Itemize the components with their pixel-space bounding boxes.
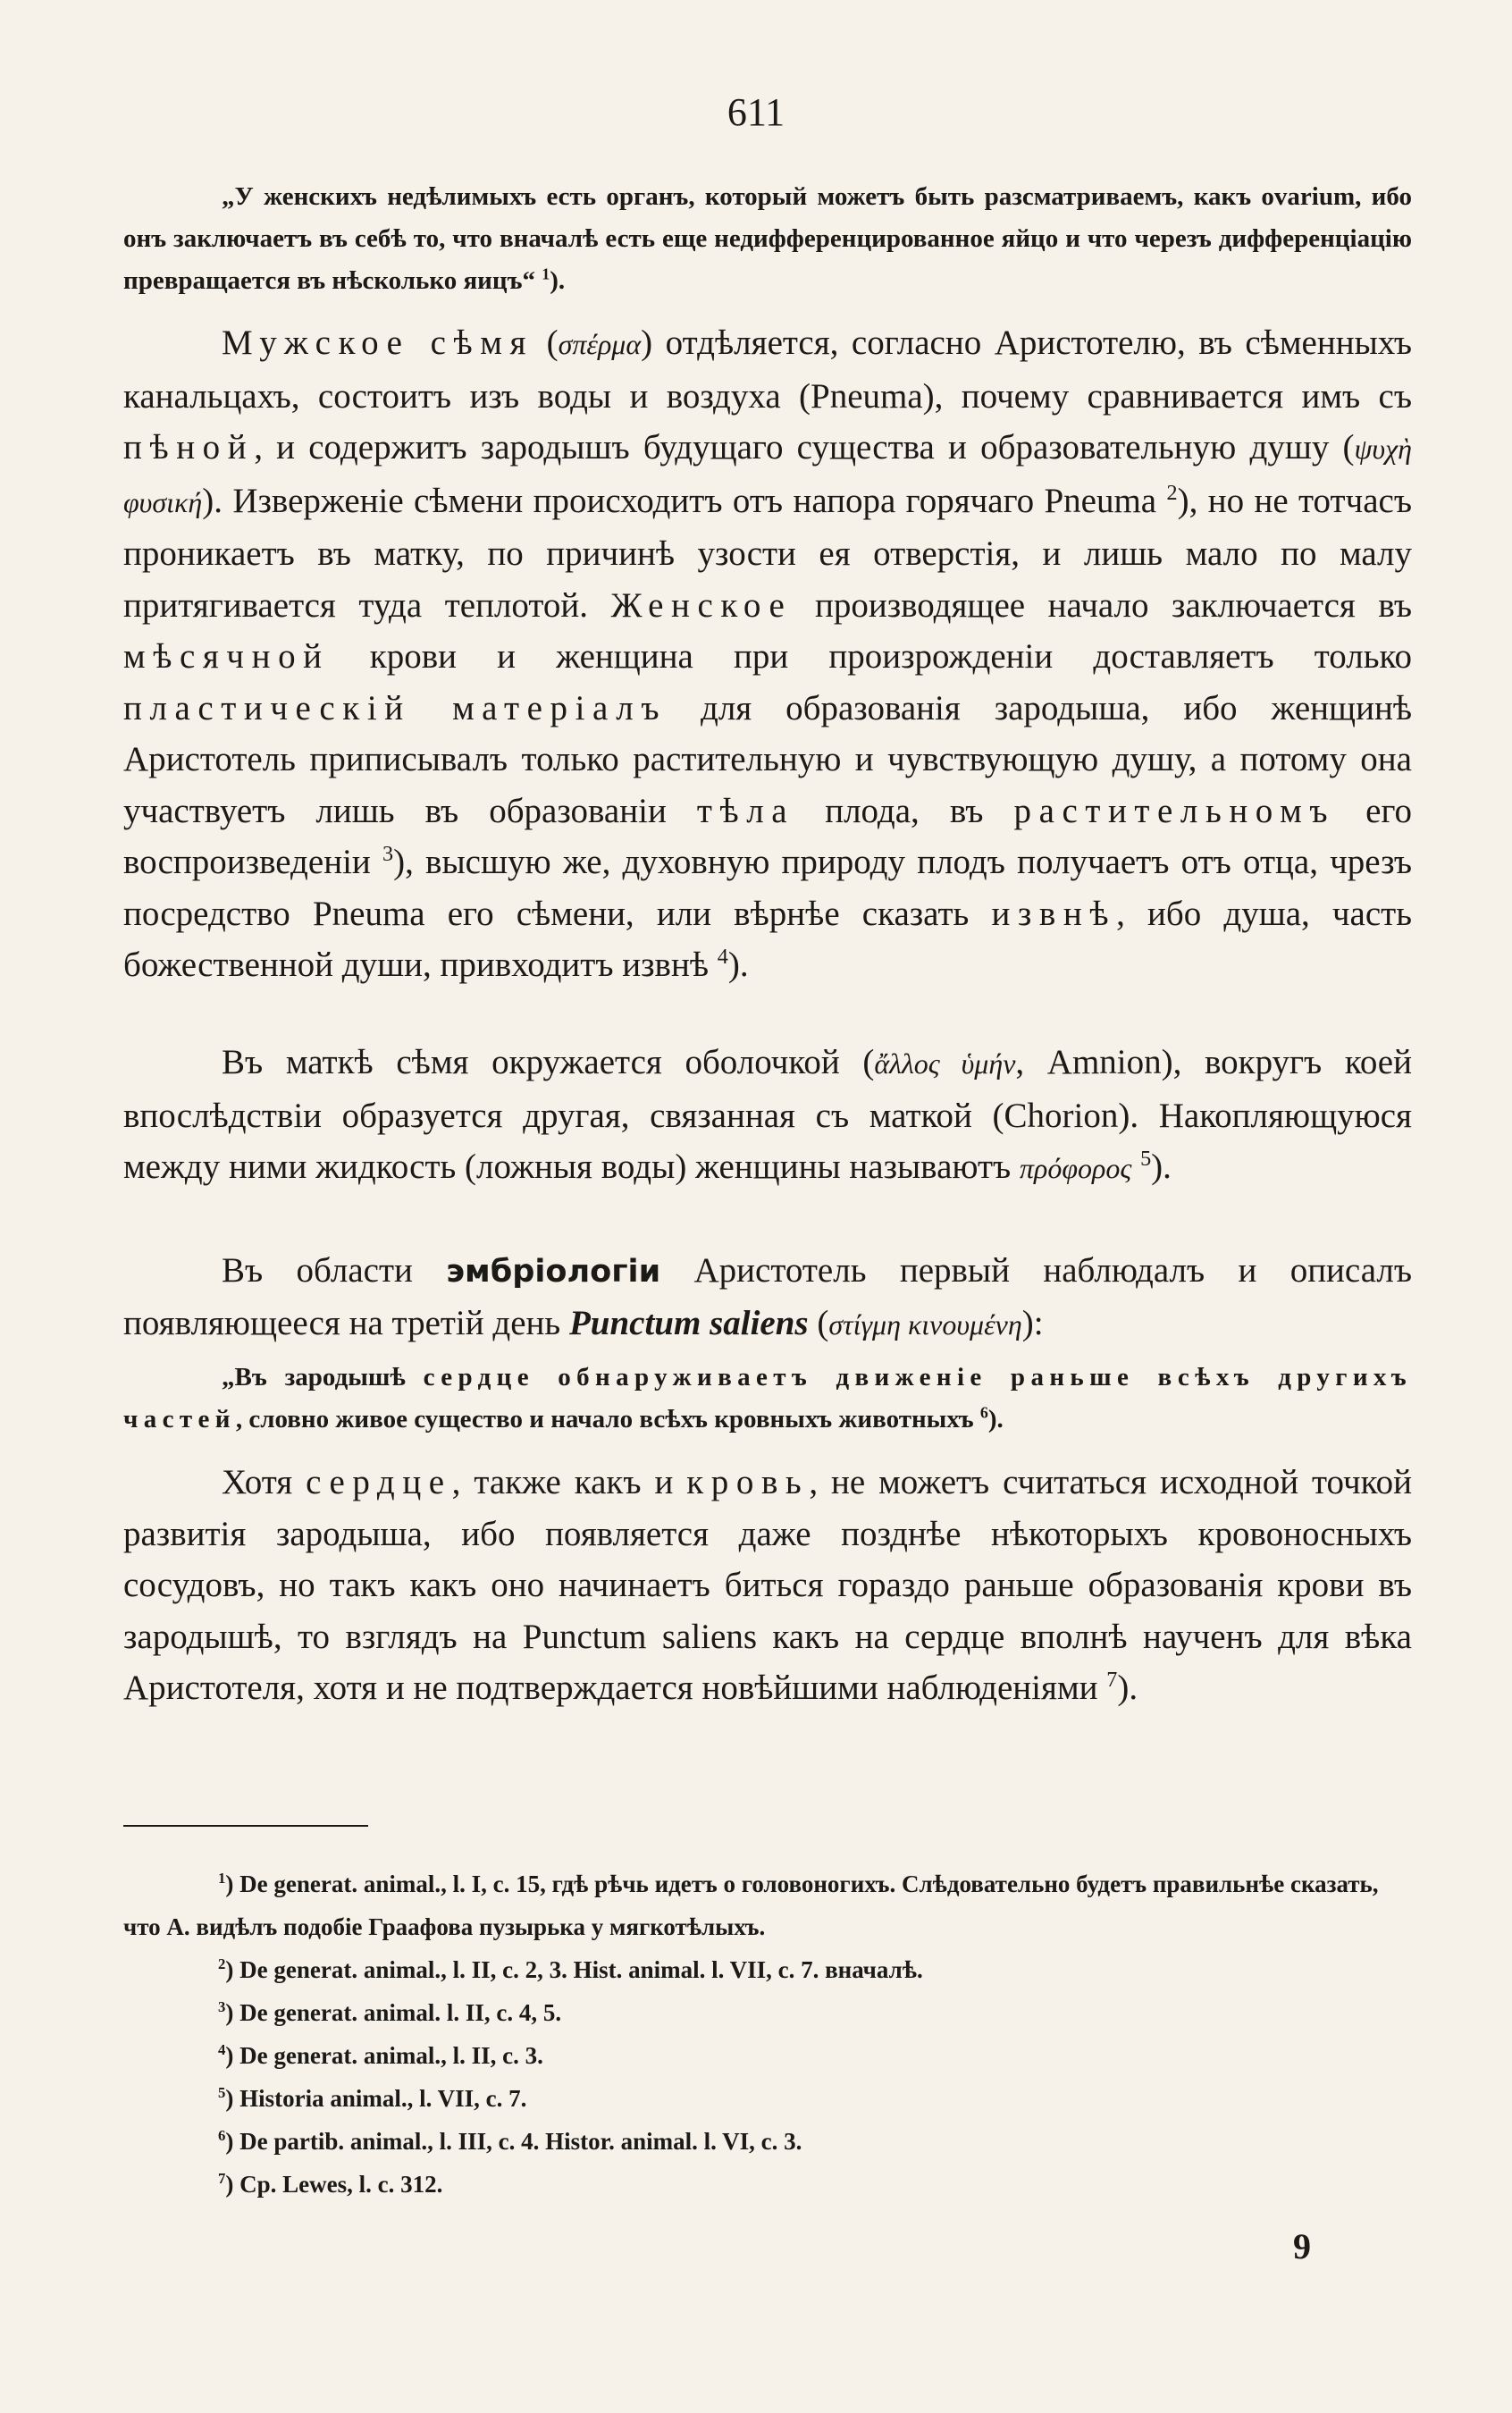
footnote-ref: 3: [382, 842, 394, 866]
text: ).: [1151, 1148, 1172, 1186]
text: ):: [1021, 1303, 1044, 1342]
paragraph-amnion: [123, 1037, 1412, 1195]
greek-term: πρόφορος: [1019, 1153, 1132, 1184]
term-female: Женское: [610, 585, 793, 625]
text: , не можетъ считаться исходной точкой развитія зародыша, ибо появляется даже позднѣе нѣкоторыхъ кровоносныхъ сосудовъ, но такъ какъ оно начинаетъ биться гораздо раньше образованія крови въ зародышѣ, то взглядъ на Punctum saliens какъ на сердце вполнѣ наученъ для вѣка Аристотеля, хотя и не подтверждается новѣйшими наблюденіями: [123, 1463, 1412, 1707]
footnote-text: De generat. animal., l. II, c. 2, 3. Hist. animal. l. VII, c. 7. вначалѣ.: [239, 1956, 923, 1983]
footnote-text: De generat. animal., l. II, c. 3.: [239, 2042, 543, 2069]
footnote-number: 5: [218, 2084, 226, 2101]
text: отдѣляется, согласно Аристотелю, въ сѣменныхъ канальцахъ, состоитъ изъ воды и воздуха (Pneuma), почему сравнивается имъ съ: [123, 324, 1412, 416]
term-menstrual: мѣсячной: [123, 637, 330, 676]
paragraph-embryology: [123, 1245, 1412, 1350]
footnote-number: 3: [218, 1998, 226, 2015]
text: , и содержитъ зародышъ будущаго существа и образовательную душу (: [254, 428, 1355, 467]
text: , Amnion), вокругъ коей впослѣдствіи образуется другая, связанная съ маткой (Chorion). Накопляющуюся между ними жидкость (ложныя воды) женщины называютъ: [123, 1043, 1412, 1186]
footnote-ref: 4: [717, 945, 728, 969]
footnote-number: 6: [218, 2127, 226, 2144]
greek-term: σπέρμα: [558, 329, 642, 360]
page-number: 611: [727, 90, 785, 134]
term-vegetative: растительномъ: [1013, 791, 1336, 830]
text: ), высшую же, духовную природу плодъ получаетъ отъ отца, чрезъ посредство Pneuma его сѣмени, или вѣрнѣе сказать: [123, 843, 1412, 933]
text: ).: [727, 946, 749, 984]
term-punctum-saliens: Punctum saliens: [568, 1303, 809, 1342]
signature-mark: 9: [1293, 2226, 1311, 2266]
footnote-text: Cp. Lewes, l. c. 312.: [239, 2171, 443, 2198]
text: „Въ зародышѣ: [222, 1363, 424, 1391]
text: Въ области: [222, 1251, 447, 1290]
text: Въ маткѣ сѣмя окружается оболочкой (: [222, 1043, 875, 1081]
term-heart: сердце: [306, 1463, 452, 1501]
paragraph-male-seed: Мужское сѣмя (σπέρμα) отдѣляется, согласно Аристотелю, въ сѣменныхъ канальцахъ, состоитъ изъ воды и воздуха (Pneuma), почему сравнивается имъ съ пѣной, и содержитъ зародышъ будущаго существа и образовательную душу (ψυχὴ φυσική). Изверженіе сѣмени происходитъ отъ напора горячаго Pneuma $^2$), но не тотчасъ проникаетъ въ матку, по причинѣ узости ея отверстія, и лишь мало по малу притягивается туда теплотой. Женское производящее начало заключается въ мѣсячной крови и женщина при произрожденіи доставляетъ только пластическій матеріалъ для образованія зародыша, ибо женщинѣ Аристотель приписывалъ только растительную и чувствующую душу, а потому она участвуетъ лишь въ образованіи тѣла плода, въ растительномъ его воспроизведеніи $^3$), высшую же, духовную природу плодъ получаетъ отъ отца, чрезъ посредство Pneuma его сѣмени, или вѣрнѣе сказать извнѣ, ибо душа, часть божественной души, привходитъ извнѣ $^4$).: [123, 324, 1413, 984]
term-embryology: эмбріологіи: [446, 1253, 661, 1290]
text: ).: [987, 1405, 1004, 1434]
footnote-ref: 1: [542, 265, 550, 283]
footnote-ref: 6: [979, 1403, 988, 1422]
footnote-text: De generat. animal. l. II, c. 4, 5.: [239, 1999, 562, 2026]
footnote-text: Historia animal., l. VII, c. 7.: [239, 2085, 527, 2112]
text: для образованія зародыша, ибо женщинѣ Аристотель приписывалъ только растительную и чувствующую душу, а потому она участвуетъ лишь въ образованіи: [123, 688, 1413, 830]
text: крови и женщина при произрожденіи доставляетъ только: [329, 637, 1412, 676]
term-plastic-material: пластическій матеріалъ: [123, 688, 668, 727]
term-from-outside: извнѣ: [991, 894, 1117, 933]
footnote-5: $^5$) Historia animal., l. VII, c. 7.: [218, 2084, 527, 2112]
footnote-ref: 7: [1106, 1668, 1118, 1692]
quote-close: ).: [550, 266, 566, 295]
text: , словно живое существо и начало всѣхъ кровныхъ животныхъ: [235, 1405, 980, 1434]
text: Аристотель первый наблюдалъ и описалъ появляющееся на третій день: [123, 1251, 1412, 1342]
text: (: [808, 1303, 829, 1342]
greek-term: ψυχὴ φυσική: [123, 433, 1412, 518]
footnote-number: 7: [218, 2170, 226, 2187]
term-male-seed: Мужское сѣмя: [222, 324, 534, 362]
footnote-4: $^4$) De generat. animal., l. II, c. 3.: [218, 2041, 543, 2069]
term-body: тѣла: [696, 791, 795, 830]
text: Хотя: [222, 1463, 307, 1501]
footnote-ref: 5: [1140, 1147, 1152, 1171]
footnote-1: $^1$) De generat. animal., l. I, c. 15, гдѣ рѣчь идетъ о головоногихъ. Слѣдовательно будетъ правильнѣе сказать, что А. видѣлъ подобіе Граафова пузырька у мягкотѣлыхъ.: [123, 1870, 1379, 1940]
footnote-divider: [123, 1825, 368, 1827]
quote-text: „У женскихъ недѣлимыхъ есть органъ, который можетъ быть разсматриваемъ, какъ ovarium, ибо онъ заключаетъ въ себѣ то, что вначалѣ есть еще недифференцированное яйцо и что черезъ дифференціацію превращается въ нѣсколько яицъ“: [123, 182, 1412, 295]
term-blood: кровь: [686, 1463, 810, 1501]
footnote-text: De generat. animal., l. I, c. 15, гдѣ рѣчь идетъ о головоногихъ. Слѣдовательно будетъ правильнѣе сказать, что А. видѣлъ подобіе Граафова пузырька у мягкотѣлыхъ.: [123, 1871, 1379, 1940]
quote-heart: [123, 1357, 1412, 1441]
paragraph-heart: [123, 1457, 1412, 1714]
footnote-number: 4: [218, 2041, 226, 2058]
footnote-7: $^7$) Cp. Lewes, l. c. 312.: [218, 2170, 443, 2198]
footnote-6: $^6$) De partib. animal., l. III, c. 4. Histor. animal. l. VI, c. 3.: [218, 2127, 802, 2155]
text: ).: [1117, 1669, 1138, 1707]
text: его воспроизведеніи: [123, 791, 1413, 881]
footnote-3: $^3$) De generat. animal. l. II, c. 4, 5.: [218, 1998, 562, 2026]
text: плода, въ: [794, 791, 1014, 830]
text: , ибо душа, часть божественной души, привходитъ извнѣ: [123, 894, 1413, 984]
footnote-2: $^2$) De generat. animal., l. II, c. 2, 3. Hist. animal. l. VII, c. 7. вначалѣ.: [218, 1955, 923, 1983]
footnote-text: De partib. animal., l. III, c. 4. Histor. animal. l. VI, c. 3.: [239, 2128, 802, 2155]
greek-term: ἄλλος ὑμήν: [874, 1048, 1016, 1080]
term-foam: пѣной: [123, 428, 255, 467]
text: ). Изверженіе сѣмени происходитъ отъ напора горячаго Pneuma: [202, 481, 1167, 520]
spaced-text: сердце обнаруживаетъ движеніе раньше всѣхъ другихъ частей: [123, 1363, 1412, 1434]
footnote-ref: 2: [1166, 480, 1178, 505]
quote-ovarium: [123, 176, 1412, 302]
text: [1131, 1148, 1140, 1186]
text: ), но не тотчасъ проникаетъ въ матку, по причинѣ узости ея отверстія, и лишь мало по малу притягивается туда теплотой.: [123, 481, 1412, 625]
text: производящее начало заключается въ: [792, 585, 1412, 625]
footnote-number: 1: [218, 1870, 226, 1887]
greek-term: στίγμη κινουμένη: [828, 1308, 1022, 1341]
footnote-number: 2: [218, 1955, 226, 1972]
text: , также какъ и: [451, 1463, 687, 1501]
